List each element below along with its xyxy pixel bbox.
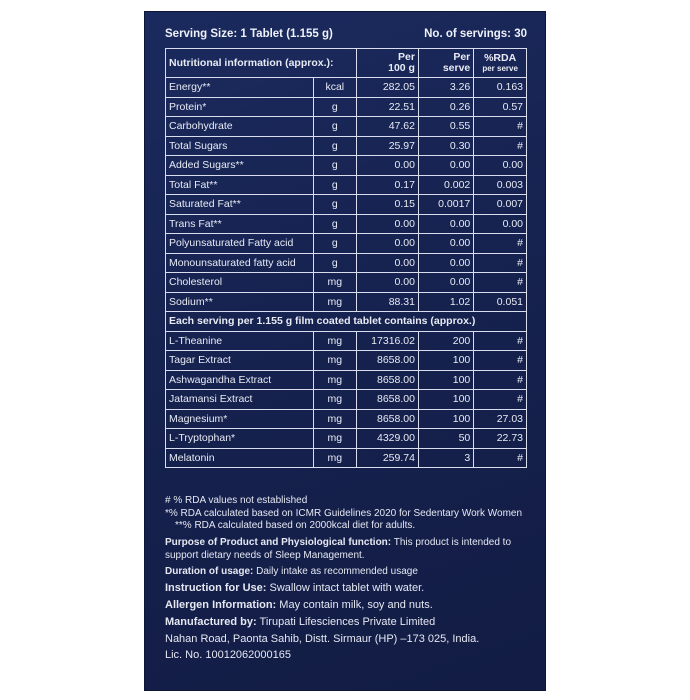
nutrition-table bbox=[165, 48, 527, 468]
value-per-100g: 0.00 bbox=[356, 234, 418, 254]
nutrient-unit: g bbox=[313, 97, 356, 117]
duration-label: Duration of usage: bbox=[165, 565, 254, 577]
serving-header bbox=[165, 28, 527, 40]
nutrient-unit: g bbox=[313, 195, 356, 215]
value-per-100g: 0.15 bbox=[356, 195, 418, 215]
nutrient-unit: mg bbox=[313, 390, 356, 410]
table-row bbox=[166, 409, 527, 429]
nutrient-unit: mg bbox=[313, 351, 356, 371]
allergen-paragraph bbox=[165, 599, 530, 612]
ingredient-rows bbox=[166, 331, 527, 468]
nutrient-name: Polyunsaturated Fatty acid bbox=[166, 234, 314, 254]
nutrient-unit: g bbox=[313, 136, 356, 156]
value-rda: 0.051 bbox=[474, 292, 527, 312]
table-row bbox=[166, 273, 527, 293]
instruction-label: Instruction for Use: bbox=[165, 581, 267, 594]
license-number: Lic. No. 10012062000165 bbox=[165, 649, 291, 662]
value-per-serve: 3 bbox=[418, 448, 473, 468]
value-per-serve: 0.30 bbox=[418, 136, 473, 156]
value-per-serve: 0.00 bbox=[418, 156, 473, 176]
value-rda: # bbox=[474, 448, 527, 468]
instruction-paragraph bbox=[165, 582, 530, 595]
value-per-100g: 17316.02 bbox=[356, 331, 418, 351]
nutrient-unit: g bbox=[313, 214, 356, 234]
table-row bbox=[166, 370, 527, 390]
value-per-100g: 0.00 bbox=[356, 214, 418, 234]
manufacturer-label: Manufactured by: bbox=[165, 615, 257, 628]
manufacturer-text: Tirupati Lifesciences Private Limited bbox=[256, 615, 436, 628]
value-per-serve: 0.55 bbox=[418, 117, 473, 137]
table-row bbox=[166, 97, 527, 117]
value-rda: # bbox=[474, 253, 527, 273]
nutrient-name: Carbohydrate bbox=[166, 117, 314, 137]
value-per-100g: 0.17 bbox=[356, 175, 418, 195]
nutrient-unit: g bbox=[313, 156, 356, 176]
note-icmr: *% RDA calculated based on ICMR Guidelines 2020 for Sedentary Work Women bbox=[165, 507, 523, 519]
value-per-serve: 0.00 bbox=[418, 273, 473, 293]
section-title: Each serving per 1.155 g film coated tablet contains (approx.) bbox=[166, 312, 527, 332]
value-per-100g: 0.00 bbox=[356, 156, 418, 176]
value-rda: # bbox=[474, 273, 527, 293]
table-row bbox=[166, 253, 527, 273]
value-rda: 0.00 bbox=[474, 214, 527, 234]
table-row bbox=[166, 351, 527, 371]
nutrient-name: Cholesterol bbox=[166, 273, 314, 293]
value-rda: 0.003 bbox=[474, 175, 527, 195]
value-per-serve: 0.00 bbox=[418, 214, 473, 234]
nutrient-name: Jatamansi Extract bbox=[166, 390, 314, 410]
header-serve-line1: Per bbox=[453, 51, 471, 63]
value-per-100g: 8658.00 bbox=[356, 370, 418, 390]
manufacturer-address: Nahan Road, Paonta Sahib, Distt. Sirmaur (HP) –173 025, India. bbox=[165, 632, 480, 645]
nutrient-name: Trans Fat** bbox=[166, 214, 314, 234]
nutrient-name: Tagar Extract bbox=[166, 351, 314, 371]
nutrient-name: Protein* bbox=[166, 97, 314, 117]
nutrient-name: L-Tryptophan* bbox=[166, 429, 314, 449]
table-row bbox=[166, 292, 527, 312]
instruction-text: Swallow intact tablet with water. bbox=[266, 581, 425, 594]
nutrient-name: Total Fat** bbox=[166, 175, 314, 195]
table-row bbox=[166, 175, 527, 195]
table-row bbox=[166, 331, 527, 351]
value-rda: # bbox=[474, 136, 527, 156]
nutrient-name: Added Sugars** bbox=[166, 156, 314, 176]
header-per100-line2: 100 g bbox=[388, 62, 415, 74]
nutrient-name: Melatonin bbox=[166, 448, 314, 468]
value-per-serve: 100 bbox=[418, 390, 473, 410]
table-row bbox=[166, 429, 527, 449]
value-rda: # bbox=[474, 370, 527, 390]
value-rda: 0.57 bbox=[474, 97, 527, 117]
nutrient-name: Sodium** bbox=[166, 292, 314, 312]
value-per-serve: 0.26 bbox=[418, 97, 473, 117]
header-per100-line1: Per bbox=[398, 51, 415, 63]
value-per-serve: 0.002 bbox=[418, 175, 473, 195]
value-rda: # bbox=[474, 331, 527, 351]
nutrient-name: Monounsaturated fatty acid bbox=[166, 253, 314, 273]
value-per-serve: 0.00 bbox=[418, 234, 473, 254]
allergen-text: May contain milk, soy and nuts. bbox=[276, 598, 433, 611]
value-rda: 22.73 bbox=[474, 429, 527, 449]
purpose-text: This product is intended to support dietary needs of Sleep Management. bbox=[165, 536, 512, 561]
nutrient-unit: g bbox=[313, 117, 356, 137]
value-rda: 0.163 bbox=[474, 78, 527, 98]
table-row bbox=[166, 214, 527, 234]
table-row bbox=[166, 448, 527, 468]
value-rda: # bbox=[474, 351, 527, 371]
value-per-100g: 4329.00 bbox=[356, 429, 418, 449]
header-serve-line2: serve bbox=[442, 62, 471, 74]
header-per-100g bbox=[356, 49, 418, 78]
value-per-serve: 50 bbox=[418, 429, 473, 449]
value-rda: # bbox=[474, 234, 527, 254]
purpose-label: Purpose of Product and Physiological function: bbox=[165, 536, 392, 548]
header-per-serve bbox=[418, 49, 473, 78]
value-per-serve: 0.00 bbox=[418, 253, 473, 273]
manufacturer-paragraph bbox=[165, 616, 530, 629]
value-per-serve: 1.02 bbox=[418, 292, 473, 312]
nutrition-label-panel bbox=[145, 12, 545, 690]
value-rda: # bbox=[474, 117, 527, 137]
header-rda bbox=[474, 49, 527, 78]
allergen-label: Allergen Information: bbox=[165, 598, 277, 611]
value-per-100g: 22.51 bbox=[356, 97, 418, 117]
label-notes bbox=[165, 495, 530, 662]
table-row bbox=[166, 195, 527, 215]
nutrient-unit: g bbox=[313, 175, 356, 195]
nutrient-unit: mg bbox=[313, 448, 356, 468]
nutrient-unit: g bbox=[313, 253, 356, 273]
value-per-100g: 47.62 bbox=[356, 117, 418, 137]
note-rda-not-established: # % RDA values not established bbox=[165, 495, 308, 506]
table-row bbox=[166, 136, 527, 156]
value-per-100g: 88.31 bbox=[356, 292, 418, 312]
nutrient-name: Total Sugars bbox=[166, 136, 314, 156]
header-rda-line1: %RDA bbox=[484, 51, 517, 64]
table-row bbox=[166, 390, 527, 410]
value-per-serve: 100 bbox=[418, 351, 473, 371]
header-rda-line2: per serve bbox=[482, 63, 518, 73]
nutrient-unit: mg bbox=[313, 409, 356, 429]
value-rda: 27.03 bbox=[474, 409, 527, 429]
value-per-serve: 100 bbox=[418, 370, 473, 390]
purpose-paragraph bbox=[165, 536, 530, 562]
servings-count: No. of servings: 30 bbox=[424, 28, 527, 40]
value-per-serve: 3.26 bbox=[418, 78, 473, 98]
nutrient-name: Magnesium* bbox=[166, 409, 314, 429]
nutrient-name: Energy** bbox=[166, 78, 314, 98]
value-rda: 0.00 bbox=[474, 156, 527, 176]
nutrient-unit: kcal bbox=[313, 78, 356, 98]
duration-text: Daily intake as recommended usage bbox=[253, 565, 418, 577]
table-row bbox=[166, 156, 527, 176]
value-per-serve: 0.0017 bbox=[418, 195, 473, 215]
nutrient-unit: mg bbox=[313, 292, 356, 312]
nutrient-unit: mg bbox=[313, 429, 356, 449]
nutrient-unit: mg bbox=[313, 273, 356, 293]
duration-paragraph bbox=[165, 565, 530, 578]
nutrient-unit: g bbox=[313, 234, 356, 254]
value-per-100g: 282.05 bbox=[356, 78, 418, 98]
value-per-100g: 0.00 bbox=[356, 273, 418, 293]
header-nutritional-info: Nutritional information (approx.): bbox=[166, 49, 357, 78]
nutrient-name: Saturated Fat** bbox=[166, 195, 314, 215]
value-per-serve: 100 bbox=[418, 409, 473, 429]
value-per-100g: 8658.00 bbox=[356, 390, 418, 410]
table-row bbox=[166, 78, 527, 98]
section-row bbox=[166, 312, 527, 332]
note-2000kcal: **% RDA calculated based on 2000kcal diet for adults. bbox=[175, 520, 416, 532]
value-rda: 0.007 bbox=[474, 195, 527, 215]
value-per-100g: 8658.00 bbox=[356, 409, 418, 429]
value-per-100g: 0.00 bbox=[356, 253, 418, 273]
value-per-100g: 8658.00 bbox=[356, 351, 418, 371]
table-row bbox=[166, 117, 527, 137]
nutrient-name: L-Theanine bbox=[166, 331, 314, 351]
value-per-serve: 200 bbox=[418, 331, 473, 351]
value-per-100g: 259.74 bbox=[356, 448, 418, 468]
nutrient-name: Ashwagandha Extract bbox=[166, 370, 314, 390]
nutrient-unit: mg bbox=[313, 370, 356, 390]
value-per-100g: 25.97 bbox=[356, 136, 418, 156]
value-rda: # bbox=[474, 390, 527, 410]
nutrient-rows bbox=[166, 78, 527, 312]
serving-size: Serving Size: 1 Tablet (1.155 g) bbox=[165, 28, 333, 40]
table-header-row bbox=[166, 49, 527, 78]
nutrient-unit: mg bbox=[313, 331, 356, 351]
table-row bbox=[166, 234, 527, 254]
